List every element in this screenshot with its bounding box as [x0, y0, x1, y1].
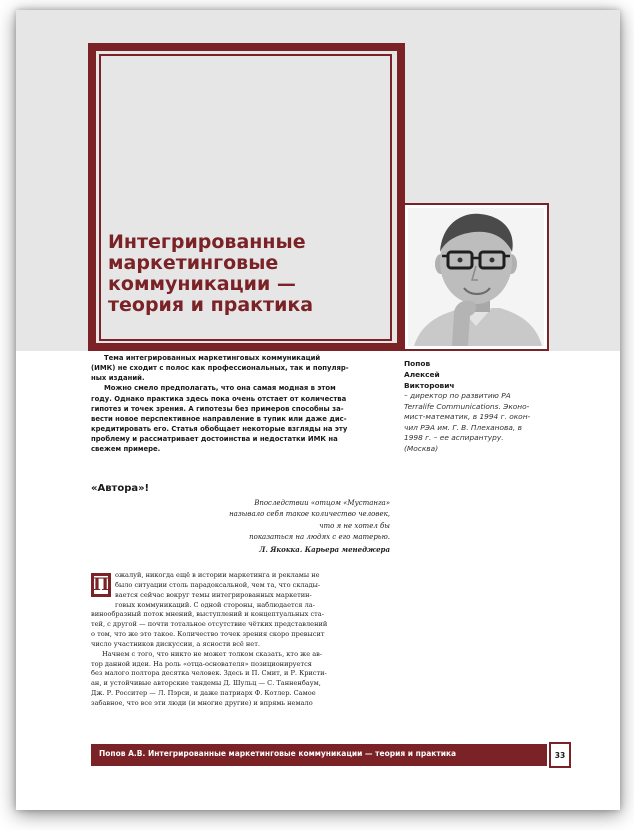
body-line: винообразный поток мнений, выступлений и концептуальных ста- [91, 610, 324, 619]
author-portrait-image [408, 208, 544, 346]
abstract-line: гипотез и точек зрения. А гипотезы без примеров способны за- [91, 404, 344, 413]
abstract-line: кредитировать его. Статья обобщает некоторые взгляды на эту [91, 425, 348, 434]
author-bio-line: (Москва) [404, 443, 439, 453]
author-bio-line: мист-математик, в 1994 г. окон- [404, 412, 531, 422]
body-line: число участников дискуссии, а ясности всё нет. [91, 639, 260, 648]
article-body [91, 571, 393, 709]
abstract-line: году. Однако практика здесь пока очень отстает от количества [91, 394, 347, 403]
author-name-line: Викторович [404, 381, 455, 390]
body-line: было ситуации столь парадоксальной, чем та, что склады- [115, 580, 321, 589]
epigraph-line: Впоследствии «отцом «Мустанга» [254, 499, 390, 507]
title-line: маркетинговые [108, 252, 279, 274]
body-line: Начнем с того, что никто не может толком сказать, кто же ав- [102, 649, 323, 658]
abstract-line: свежем примере. [91, 445, 161, 454]
author-bio [404, 391, 552, 455]
author-photo [408, 208, 544, 346]
epigraph-line: что я не хотел бы [319, 521, 390, 530]
title-line: теория и практика [108, 294, 314, 316]
page-number: 33 [554, 750, 566, 760]
author-bio-line: – директор по развитию РА [404, 391, 511, 400]
epigraph [186, 498, 390, 555]
body-line: забавное, что все эти люди (и многие другие) и впрямь немало [91, 698, 313, 707]
author-bio-line: 1998 г. – ее аспирантуру. [404, 433, 504, 443]
abstract-line: проблему и рассматривает достоинства и недостатки ИМК на [91, 435, 338, 444]
epigraph-line: показаться на людях с его матерью. [249, 533, 390, 542]
body-line: ожалуй, никогда ещё в истории маркетинга и рекламы не [115, 571, 320, 579]
body-line: вается сейчас вокруг темы интегрированных маркетин- [115, 590, 312, 599]
abstract-line: ных изданий. [91, 374, 145, 383]
page-number-box [549, 742, 571, 768]
abstract-line: вести новое перспективное направление в тупик или даже дис- [91, 414, 347, 423]
running-title: Попов А.В. Интегрированные маркетинговые коммуникации — теория и практика [99, 749, 457, 758]
body-line: говых коммуникаций. С одной стороны, наблюдается ла- [115, 600, 315, 609]
title-line: Интегрированные [108, 231, 306, 253]
abstract-line: Можно смело предполагать, что она самая модная в этом [104, 384, 336, 393]
body-line: без малого полтора десятка человек. Здесь и П. Смит, и Р. Кристи- [91, 669, 327, 678]
body-line: о том, что же это такое. Количество точек зрения скоро превысит [91, 630, 325, 639]
epigraph-line: называло себя такое количество человек, [229, 510, 390, 519]
body-line: Дж. Р. Росситер — Л. Пэрси, и даже патриарх Ф. Котлер. Самое [91, 689, 316, 698]
body-line: тей, с другой — почти тотальное отсутствие чётких представлений [91, 620, 328, 629]
body-line: тор данной идеи. На роль «отца-основателя» позиционируется [91, 659, 312, 668]
author-name [404, 358, 554, 391]
section-heading: «Автора»! [91, 483, 150, 494]
body-line: ан, и устойчивые авторские тандемы Д. Шульц — С. Танненбаум, [91, 679, 321, 688]
abstract-line: Тема интегрированных маркетинговых коммуникаций [104, 354, 321, 362]
author-name-line: Алексей [404, 370, 440, 379]
abstract-line: (ИМК) не сходит с полос как профессиональных, так и популяр- [91, 364, 349, 373]
author-photo-frame [403, 203, 549, 351]
magazine-page [16, 10, 620, 810]
epigraph-source: Л. Якокка. Карьера менеджера [259, 544, 390, 554]
drop-cap-letter: П [92, 574, 110, 595]
author-name-line: Попов [404, 359, 431, 368]
author-bio-line: чил РЭА им. Г. В. Плеханова, в [404, 422, 522, 432]
title-line: коммуникации — [108, 273, 296, 295]
article-abstract [91, 353, 393, 455]
footer-bar [91, 744, 547, 766]
article-title [108, 232, 378, 316]
author-bio-line: Terralife Communications. Эконо- [404, 401, 530, 411]
